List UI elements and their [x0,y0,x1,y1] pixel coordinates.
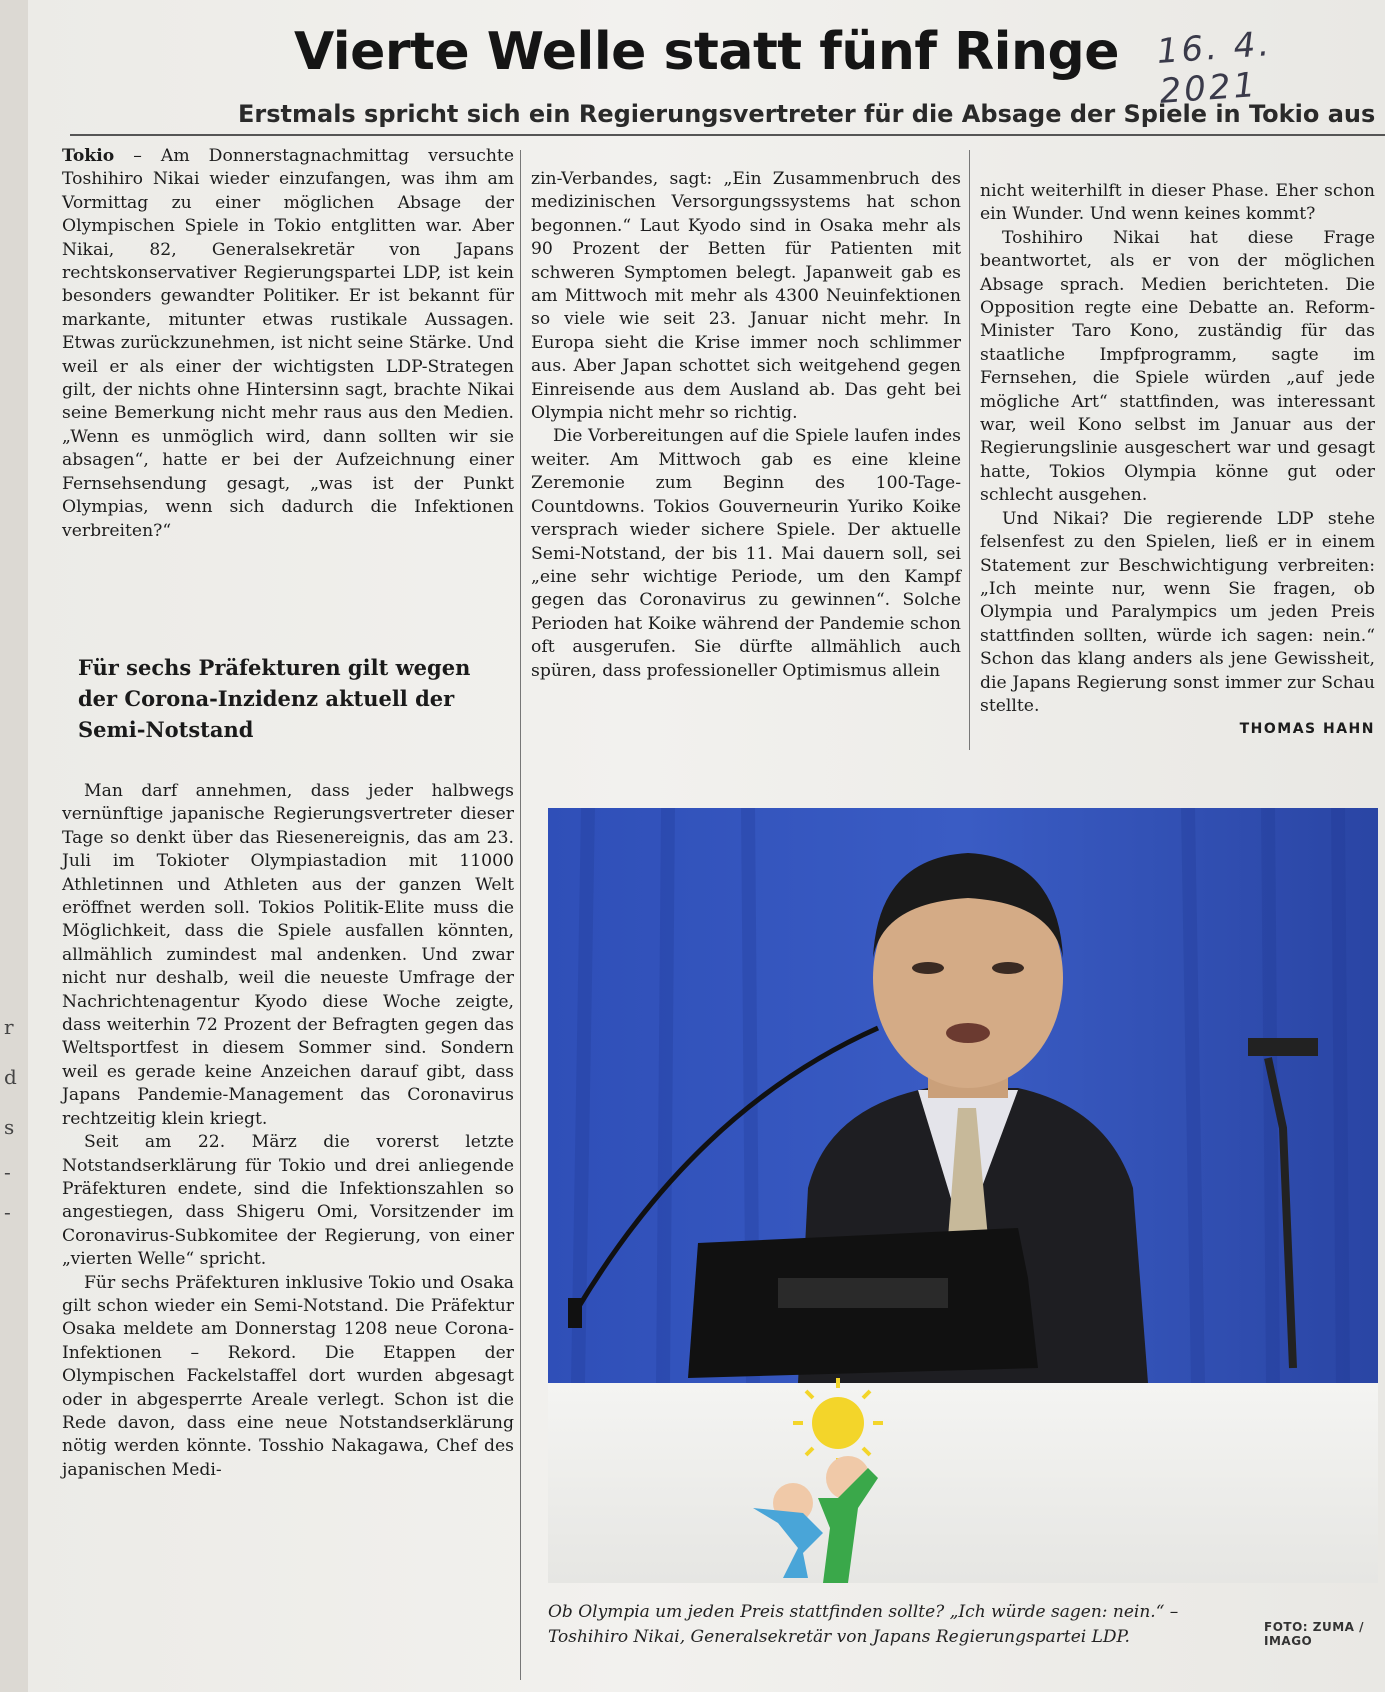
press-photo [548,808,1378,1583]
paragraph: Für sechs Präfekturen inklusive Tokio und Osaka gilt schon wieder ein Semi-Notstand. Die Präfektur Osaka meldete am Donnerstag 1208 neue Corona-Infektionen – Rekord. Die Etappen der Olympischen Fackelstaffel dort wurden abgesagt oder in abgesperrte Areale verlegt. Schon ist die Rede davon, dass eine neue Notstandserklärung nötig werden könnte. Tosshio Nakagawa, Chef des japanischen Medi- [62,1272,514,1480]
margin-fragment: - [4,1200,11,1224]
photo-credit: FOTO: ZUMA / IMAGO [1264,1620,1364,1648]
column-1-top [62,145,514,543]
margin-fragment: s [4,1115,15,1139]
dateline: Tokio [62,146,115,166]
paragraph: Die Vorbereitungen auf die Spiele laufen indes weiter. Am Mittwoch gab es eine kleine Zeremonie zum Beginn des 100-Tage-Countdowns. Tokios Gouverneurin Yuriko Koike versprach wieder sichere Spiele. Der aktuelle Semi-Notstand, der bis 11. Mai dauern soll, sei „eine sehr wichtige Periode, um den Kampf gegen das Coronavirus zu gewinnen“. Solche Perioden hat Koike während der Pandemie schon oft ausgerufen. Sie dürfte allmählich auch spüren, dass professioneller Optimismus allein [531,426,961,681]
header-rule [70,134,1385,136]
paragraph: zin-Verbandes, sagt: „Ein Zusammenbruch des medizinischen Versorgungssystems hat schon begonnen.“ Laut Kyodo sind in Osaka mehr als 90 Prozent der Betten für Patienten mit schweren Symptomen belegt. Japanweit gab es am Mittwoch mit mehr als 4300 Neuinfektionen so viele wie seit 23. Januar nicht mehr. In Europa sieht die Krise immer noch schlimmer aus. Aber Japan schottet sich weitgehend gegen Einreisende aus dem Ausland ab. Das geht bei Olympia nicht mehr so richtig. [531,169,961,424]
handwritten-date: 16. 4. 2021 [1155,23,1274,112]
column-1-bottom [62,780,514,1482]
subheadline: Erstmals spricht sich ein Regierungsvertreter für die Absage der Spiele in Tokio aus [238,100,1376,128]
paragraph: Man darf annehmen, dass jeder halbwegs vernünftige japanische Regierungsvertreter dieser Tage so denkt über das Riesenereignis, das am 23. Juli im Tokioter Olympiastadion mit 11000 Athletinnen und Athleten aus der ganzen Welt eröffnet werden soll. Tokios Politik-Elite muss die Möglichkeit, dass die Spiele ausfallen könnten, allmählich zumindest mal andenken. Und zwar nicht nur deshalb, weil die neueste Umfrage der Nachrichtenagentur Kyodo diese Woche zeigte, dass weiterhin 72 Prozent der Befragten gegen das Weltsportfest in diesem Sommer sind. Sondern weil es gerade keine Anzeichen darauf gibt, dass Japans Pandemie-Management das Coronavirus rechtzeitig klein kriegt. [62,781,514,1129]
column-2 [531,168,961,683]
intertitle: Für sechs Präfekturen gilt wegen der Corona-Inzidenz aktuell der Semi-Notstand [78,655,471,742]
column-divider [520,150,521,1680]
newspaper-clipping [28,0,1385,1692]
headline: Vierte Welle statt fünf Ringe [293,22,1120,82]
margin-fragment: - [4,1160,11,1184]
paragraph: nicht weiterhilft in dieser Phase. Eher schon ein Wunder. Und wenn keines kommt? [980,181,1375,225]
photo-caption: Ob Olympia um jeden Preis stattfinden sollte? „Ich würde sagen: nein.“ – Toshihiro Nikai, Generalsekretär von Japans Regierungspartei LDP. [548,1602,1179,1647]
paragraph: Und Nikai? Die regierende LDP stehe felsenfest zu den Spielen, ließ er in einem Statement zur Beschwichtigung verbreiten: „Ich meinte nur, wenn Sie fragen, ob Olympia und Paralympics um jeden Preis stattfinden sollten, würde ich sagen: nein.“ Schon das klang anders als jene Gewissheit, die Japans Regierung sonst immer zur Schau stellte. [980,508,1375,716]
paragraph: Toshihiro Nikai hat diese Frage beantwortet, als er von der möglichen Absage sprach. Medien berichteten. Die Opposition regte eine Debatte an. Reform-Minister Taro Kono, zuständig für das staatliche Impfprogramm, sagte im Fernsehen, die Spiele würden „auf jede mögliche Art“ stattfinden, was interessant war, weil Kono selbst im Januar aus der Regierungslinie ausgeschert war und gesagt hatte, Tokios Olympia könne gut oder schlecht ausgehen. [980,227,1375,506]
paragraph: – Am Donnerstagnachmittag versuchte Toshihiro Nikai wieder einzufangen, was ihm am Vormittag zu einer möglichen Absage der Olympischen Spiele in Tokio entglitten war. Aber Nikai, 82, Generalsekretär von Japans rechtskonservativer Regierungspartei LDP, ist kein besonders gewandter Politiker. Er ist bekannt für markante, mitunter etwas rustikale Aussagen. Etwas zurückzunehmen, ist nicht seine Stärke. Und weil er als einer der wichtigsten LDP-Strategen gilt, der nichts ohne Hintersinn sagt, brachte Nikai seine Bemerkung nicht mehr raus aus den Medien. „Wenn es unmöglich wird, dann sollten wir sie absagen“, hatte er bei der Aufzeichnung einer Fernsehsendung gesagt, „was ist der Punkt Olympias, wenn sich dadurch die Infektionen verbreiten?“ [62,146,514,541]
margin-fragment: r [4,1015,14,1039]
author-byline: THOMAS HAHN [1239,721,1375,738]
column-divider [969,150,970,750]
paragraph: Seit am 22. März die vorerst letzte Notstandserklärung für Tokio und drei anliegende Präfekturen endete, sind die Infektionszahlen so angestiegen, dass Shigeru Omi, Vorsitzender im Coronavirus-Subkomitee der Regierung, von einer „vierten Welle“ spricht. [62,1132,514,1270]
adjacent-page-strip [0,0,28,1692]
margin-fragment: d [4,1065,17,1089]
column-3 [980,180,1375,742]
